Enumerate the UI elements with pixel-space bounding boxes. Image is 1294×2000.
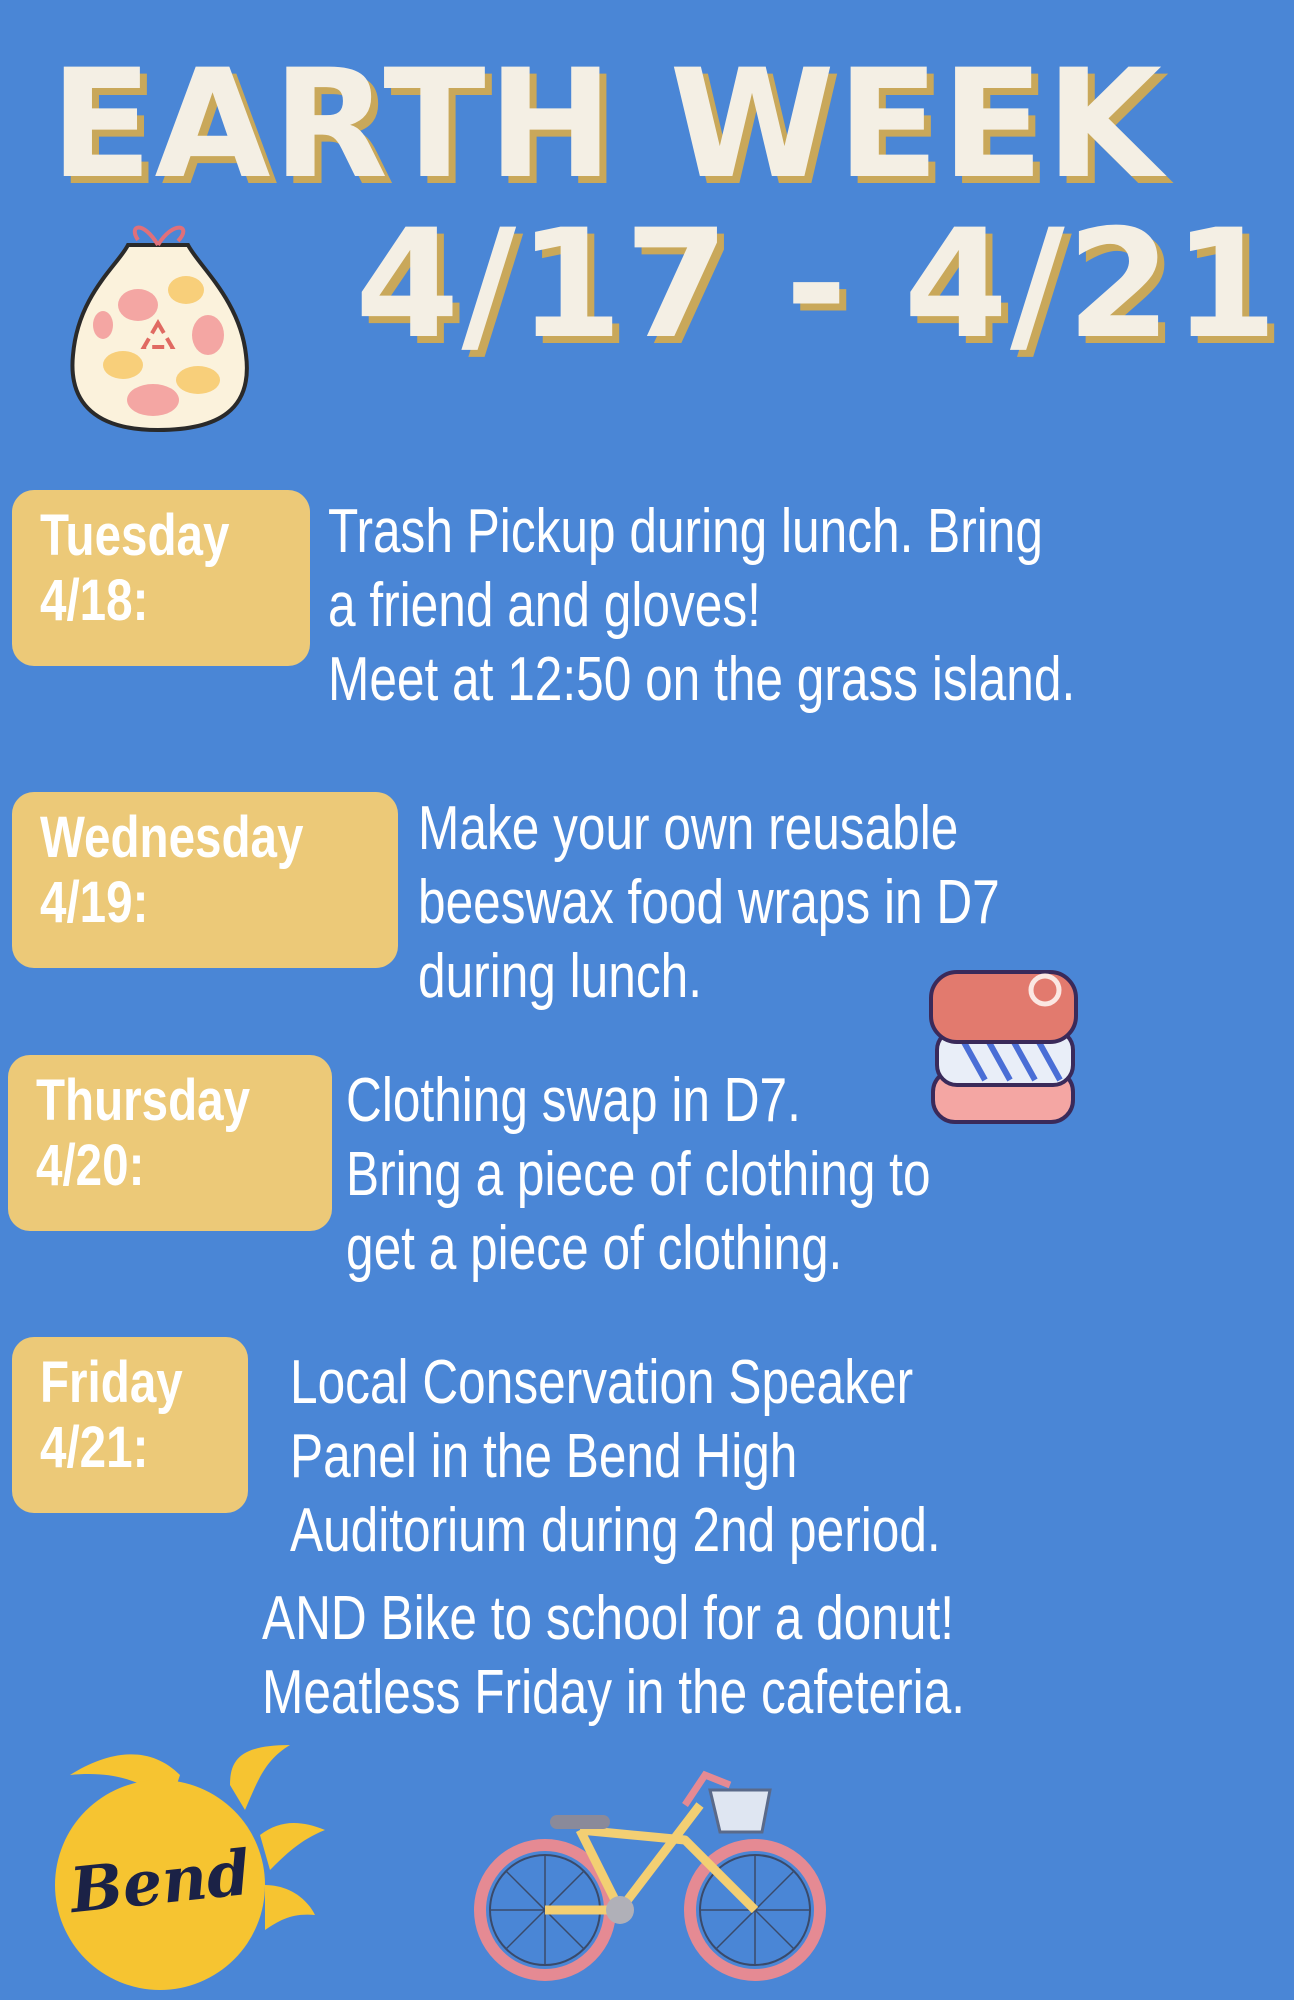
day-tag-tuesday	[12, 490, 310, 666]
event-description-wednesday: Make your own reusable beeswax food wraps in D7 during lunch.	[418, 794, 1000, 1011]
day-label: Wednesday	[40, 805, 304, 870]
day-tag-wednesday	[12, 792, 398, 968]
day-label: Friday	[40, 1350, 183, 1415]
trash-bag-icon	[58, 205, 258, 435]
bear-paw-logo	[30, 1735, 330, 1990]
date-label: 4/18:	[40, 567, 149, 633]
event-extra-friday: AND Bike to school for a donut! Meatless Friday in the cafeteria.	[262, 1584, 965, 1727]
day-tag-friday	[12, 1337, 248, 1513]
folded-clothes-icon	[925, 960, 1085, 1135]
day-tag-thursday	[8, 1055, 332, 1231]
date-label: 4/20:	[36, 1132, 145, 1198]
day-label: Thursday	[36, 1068, 251, 1133]
event-description-tuesday: Trash Pickup during lunch. Bring a friend and gloves! Meet at 12:50 on the grass island.	[328, 497, 1076, 714]
bicycle-icon	[470, 1760, 830, 1990]
page-title: EARTH WEEK	[50, 38, 1165, 212]
event-description-thursday: Clothing swap in D7. Bring a piece of clothing to get a piece of clothing.	[346, 1066, 931, 1283]
day-label: Tuesday	[40, 503, 230, 568]
date-label: 4/19:	[40, 869, 149, 935]
date-range: 4/17 - 4/21	[355, 198, 1280, 372]
event-description-friday: Local Conservation Speaker Panel in the Bend High Auditorium during 2nd period.	[290, 1348, 941, 1565]
date-label: 4/21:	[40, 1414, 149, 1480]
logo-text: Bend	[66, 1835, 254, 1928]
